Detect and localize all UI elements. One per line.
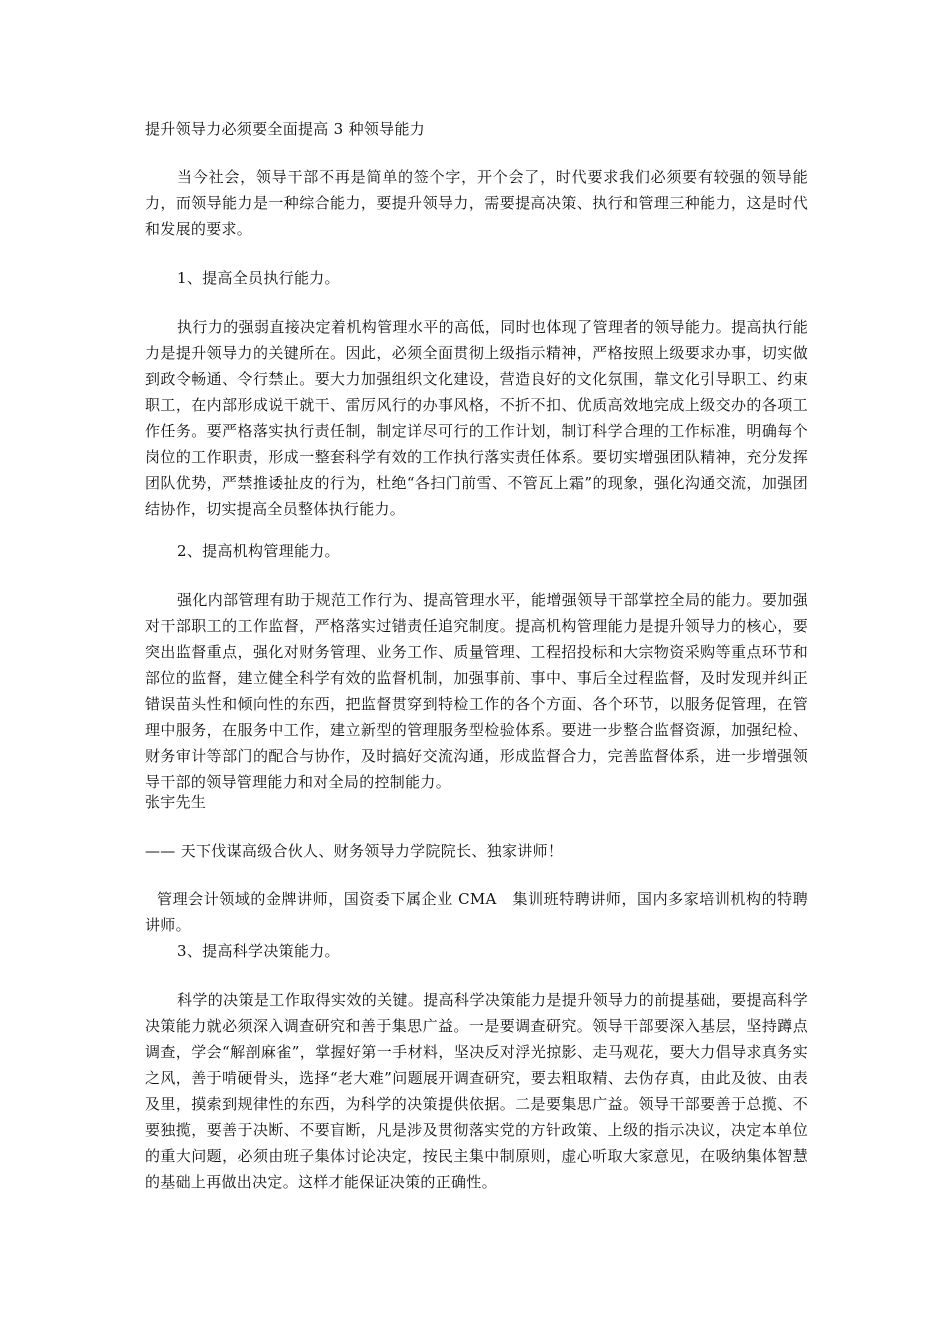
intro-paragraph: 当今社会，领导干部不再是简单的签个字，开个会了，时代要求我们必须要有较强的领导能力，而领导能力是一种综合能力，要提升领导力，需要提高决策、执行和管理三种能力，这是时代和发展的要求。 bbox=[145, 168, 808, 238]
section-3-paragraph: 科学的决策是工作取得实效的关键。提高科学决策能力是提升领导力的前提基础，要提高科学决策能力就必须深入调查研究和善于集思广益。一是要调查研究。领导干部要深入基层，坚持蹲点调查，学会“解剖麻雀”，掌握好第一手材料，坚决反对浮光掠影、走马观花，要大力倡导求真务实之风，善于啃硬骨头，选择“老大难”问题展开调查研究，要去粗取精、去伪存真，由此及彼、由表及里，摸索到规律性的东西，为科学的决策提供依据。二是要集思广益。领导干部要善于总揽、不要独揽，要善于决断、不要盲断，凡是涉及贯彻落实党的方针政策、上级的指示决议，决定本单位的重大问题，必须由班子集体讨论决定，按民主集中制原则，虚心听取大家意见，在吸纳集体智慧的基础上再做出决定。这样才能保证决策的正确性。 bbox=[145, 991, 808, 1191]
section-1-paragraph: 执行力的强弱直接决定着机构管理水平的高低，同时也体现了管理者的领导能力。提高执行能力是提升领导力的关键所在。因此，必须全面贯彻上级指示精神，严格按照上级要求办事，切实做到政令畅通、令行禁止。要大力加强组织文化建设，营造良好的文化氛围，靠文化引导职工、约束职工，在内部形成说干就干、雷厉风行的办事风格，不折不扣、优质高效地完成上级交办的各项工作任务。要严格落实执行责任制，制定详尽可行的工作计划，制订科学合理的工作标准，明确每个岗位的工作职责，形成一整套科学有效的工作执行落实责任体系。要切实增强团队精神，充分发挥团队优势，严禁推诿扯皮的行为，杜绝“各扫门前雪、不管瓦上霜”的现象，强化沟通交流，加强团结协作，切实提高全员整体执行能力。 bbox=[145, 318, 808, 518]
section-2-heading: 2、提高机构管理能力。 bbox=[177, 542, 340, 560]
author-tagline: —— 天下伐谋高级合伙人、财务领导力学院院长、独家讲师！ bbox=[145, 842, 564, 860]
document-title: 提升领导力必须要全面提高 3 种领导能力 bbox=[145, 120, 426, 138]
author-bio: 管理会计领域的金牌讲师，国资委下属企业 CMA 集训班特聘讲师，国内多家培训机构的特聘讲师。 bbox=[145, 890, 808, 934]
author-name: 张宇先生 bbox=[145, 793, 207, 811]
section-2-paragraph: 强化内部管理有助于规范工作行为、提高管理水平，能增强领导干部掌控全局的能力。要加强对干部职工的工作监督，严格落实过错责任追究制度。提高机构管理能力是提升领导力的核心，要突出监督重点，强化对财务管理、业务工作、质量管理、工程招投标和大宗物资采购等重点环节和部位的监督，建立健全科学有效的监督机制，加强事前、事中、事后全过程监督，及时发现并纠正错误苗头性和倾向性的东西，把监督贯穿到特检工作的各个方面、各个环节，以服务促管理，在管理中服务，在服务中工作，建立新型的管理服务型检验体系。要进一步整合监督资源，加强纪检、财务审计等部门的配合与协作，及时搞好交流沟通，形成监督合力，完善监督体系，进一步增强领导干部的领导管理能力和对全局的控制能力。 bbox=[145, 591, 808, 791]
section-1-heading: 1、提高全员执行能力。 bbox=[177, 269, 340, 287]
section-3-heading: 3、提高科学决策能力。 bbox=[177, 942, 340, 960]
